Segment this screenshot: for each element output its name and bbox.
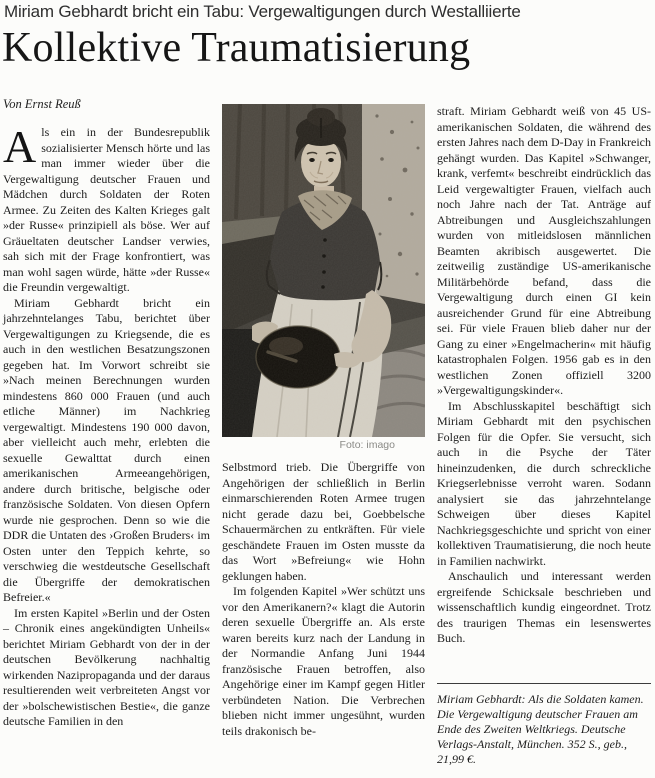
paragraph: straft. Miriam Gebhardt weiß von 45 US-amerikanischen Soldaten, die während des ersten Jahres nach dem D-Day in Frankreich gehängt wurden. Das Kapitel »Schwanger, krank, verfemt« beschreibt eindrücklich das Leid vergewaltigter Frauen, vielfach auch noch Jahre nach der Tat. Anträge auf Abtreibungen und Ausgleichszahlungen wurden von mitleidslosen männlichen Beamten akribisch ausgewertet. Die zeitweilig zuständige US-amerikanische Militärbehörde befand, dass die Vergewaltigung durch einen GI kein ausreichender Grund für eine Abtreibung sei. Für viele Frauen blieb daher nur der Gang zu einer »Engelmacherin« mit häufig katastrophalen Folgen. 1956 gab es in den westlichen Zonen offiziell 3200 »Vergewaltigungskinder«. bbox=[437, 104, 651, 397]
paragraph: Im ersten Kapitel »Berlin und der Osten – Chronik eines angekündigten Unheils« berichtet Miriam Gebhardt von der in der deutschen Bevölkerung nachhaltig wirkenden Nazipropaganda und der daraus resultierenden weit verbreiteten Angst vor der »bolschewistischen Bestie«, die ganze deutsche Familien in den bbox=[3, 605, 210, 728]
paragraph: Selbstmord trieb. Die Übergriffe von Angehörigen der schließlich in Berlin einmarschierenden Roten Armee trugen nicht gerade dazu bei, Goebbelsche Schauermärchen zu entkräften. Für viele geschändete Frauen im Osten musste da das Wort »Befreiung« wie Hohn geklungen haben. bbox=[222, 460, 425, 583]
column-right bbox=[437, 104, 651, 647]
headline: Kollektive Traumatisierung bbox=[2, 25, 471, 71]
column-middle bbox=[222, 104, 425, 739]
column-left bbox=[3, 97, 210, 730]
paragraph-text: ls ein in der Bundesrepublik sozialisierter Mensch hörte und las man immer wieder über die Vergewaltigung deutscher Frauen und Mädchen durch Soldaten der Roten Armee. Zu Zeiten des Kalten Krieges galt »der Russe« prinzipiell als böse. Wer auf Gräueltaten deutscher Landser verwies, sah sich mit der Frage konfrontiert, was man wohl sagen würde, hätte »der Russe« die Freundin vergewaltigt. bbox=[3, 125, 210, 294]
paragraph bbox=[3, 121, 210, 296]
kicker: Miriam Gebhardt bricht ein Tabu: Vergewaltigungen durch Westalliierte bbox=[4, 2, 521, 21]
photo-woman-with-plate bbox=[222, 104, 425, 437]
paragraph: Anschaulich und interessant werden ergreifende Schicksale beschrieben und wissenschaftlich kundig eingeordnet. Trotz des traurigen Themas ein lesenswertes Buch. bbox=[437, 569, 651, 645]
paragraph: Im Abschlusskapitel beschäftigt sich Miriam Gebhardt mit den psychischen Folgen für die Opfer. Sie versucht, sich auch in die Psyche der Täter hineinzudenken, die durch schreckliche Kriegserlebnisse verroht waren. Sodann analysiert sie das jahrzehntelange Schweigen über dieses Kapitel Nachkriegsgeschichte und spricht von einer kollektiven Traumatisierung, die noch heute in Familien nachwirkt. bbox=[437, 398, 651, 568]
photo-credit: Foto: imago bbox=[339, 439, 395, 451]
book-info: Miriam Gebhardt: Als die Soldaten kamen. Die Vergewaltigung deutscher Frauen am Ende des Zweiten Weltkriegs. Deutsche Verlags-Anstalt, München. 352 S., geb., 21,99 €. bbox=[437, 683, 651, 767]
byline: Von Ernst Reuß bbox=[3, 97, 81, 111]
paragraph: Miriam Gebhardt bricht ein jahrzehntelanges Tabu, berichtet über Vergewaltigungen zu Kriegsende, die es auch in den westlichen Besatzungszonen gegeben hat. Im Vorwort schreibt sie »Nach meinen Berechnungen wurden mindestens 860 000 Frauen (und auch etliche Männer) im Nachkrieg vergewaltigt. Mindestens 190 000 davon, aber vielleicht auch mehr, erlebten die sexuelle Gewalttat durch einen amerikanischen Armeeangehörigen, andere durch britische, belgische oder französische Soldaten. Von diesen Opfern wurde nie gesprochen. Denn so wie die DDR die Untaten des ›Großen Bruders‹ im Osten unter den Teppich kehrte, so verschwieg die westdeutsche Gesellschaft die Übergriffe der demokratischen Befreier.« bbox=[3, 295, 210, 604]
paragraph: Im folgenden Kapitel »Wer schützt uns vor den Amerikanern?« klagt die Autorin deren sexuelle Übergriffe an. Als erste waren bereits kurz nach der Landung in der Normandie Anfang Juni 1944 französische Frauen betroffen, also Angehörige einer im Kampf gegen Hitler verbündeten Nation. Die Verbrechen blieben nicht immer ungesühnt, wurden teils drakonisch be- bbox=[222, 584, 425, 738]
dropcap-letter: A bbox=[3, 121, 37, 172]
